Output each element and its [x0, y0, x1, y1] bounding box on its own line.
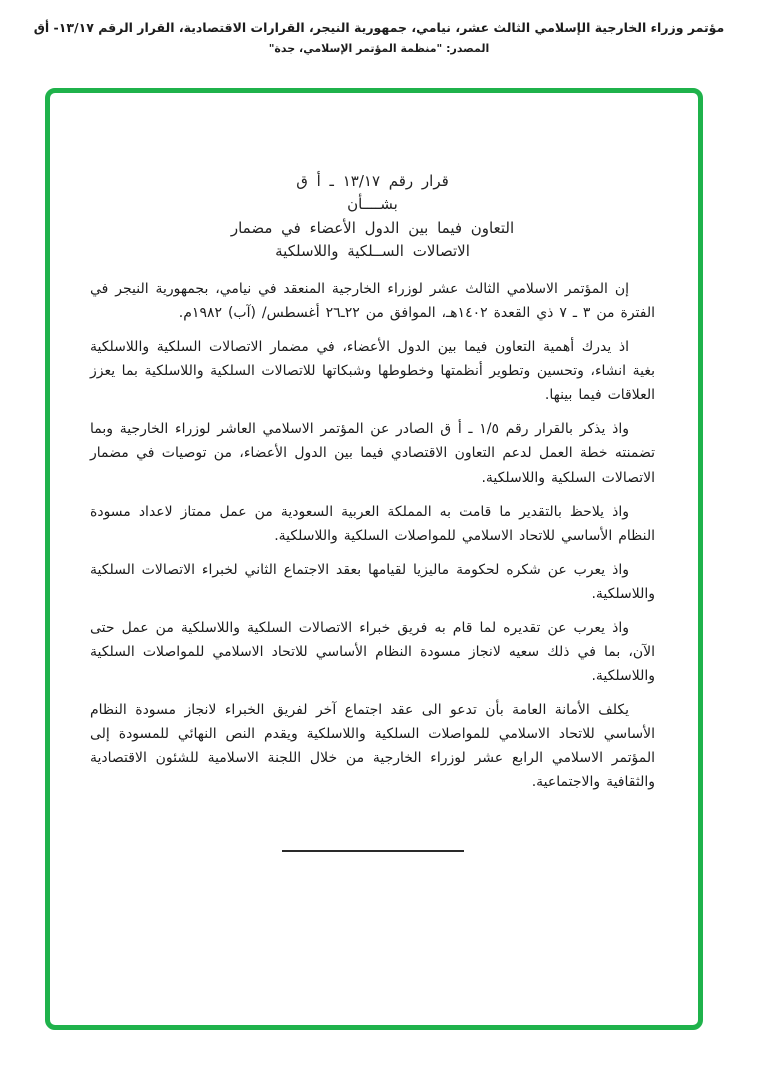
resolution-title-block: [90, 170, 655, 263]
resolution-subject-label: بشــــأن: [347, 195, 398, 214]
resolution-body: [90, 277, 655, 794]
document-paragraph: اذ يدرك أهمية التعاون فيما بين الدول الأعضاء، في مضمار الاتصالات السلكية واللاسلكية بغية انشاء، وتحسين وتطوير أنظمتها وخطوطها وشبكاتها للاتصالات السلكية واللاسلكية بما يعزز العلاقات فيما بينها.: [90, 339, 655, 404]
resolution-subject-line-2: الاتصالات الســلكية واللاسلكية: [275, 241, 470, 260]
resolution-number-line: قرار رقم ١٣/١٧ ـ أ ق: [296, 172, 449, 190]
document-paragraph: واذ يذكر بالقرار رقم ١/٥ ـ أ ق الصادر عن المؤتمر الاسلامي العاشر لوزراء الخارجية وبما تضمنته خطة العمل لدعم التعاون الاقتصادي فيما بين الدول الأعضاء، من توصيات في مضمار الاتصالات السلكية واللاسلكية.: [90, 421, 655, 486]
document-paragraph: يكلف الأمانة العامة بأن تدعو الى عقد اجتماع آخر لفريق الخبراء لانجاز مسودة النظام الأساسي للاتحاد الاسلامي للمواصلات السلكية واللاسلكية ويقدم النص النهائي للمسودة إلى المؤتمر الاسلامي الرابع عشر لوزراء الخارجية من خلال اللجنة الاسلامية للشئون الاقتصادية والثقافية والاجتماعية.: [90, 702, 655, 791]
document-paragraph: إن المؤتمر الاسلامي الثالث عشر لوزراء الخارجية المنعقد في نيامي، بجمهورية النيجر في الفترة من ٣ ـ ٧ ذي القعدة ١٤٠٢هـ، الموافق من ٢٢ـ٢٦ أغسطس/ (آب) ١٩٨٢م.: [90, 281, 655, 322]
document-paragraph: واذ يعرب عن تقديره لما قام به فريق خبراء الاتصالات السلكية واللاسلكية من عمل حتى الآن، بما في ذلك سعيه لانجاز مسودة النظام الأساسي للاتحاد الاسلامي للمواصلات السلكية واللاسلكية.: [90, 619, 655, 685]
resolution-subject-line-1: التعاون فيما بين الدول الأعضاء في مضمار: [230, 218, 515, 237]
green-frame: [45, 88, 703, 1030]
document-header: [0, 20, 758, 55]
header-source-line: المصدر: "منظمة المؤتمر الإسلامي، جدة": [268, 42, 490, 55]
document-paragraph: واذ يلاحظ بالتقدير ما قامت به المملكة العربية السعودية من عمل ممتاز لاعداد مسودة النظام الأساسي للاتحاد الاسلامي للمواصلات السلكية واللاسلكية.: [90, 503, 655, 544]
header-citation-line: مؤتمر وزراء الخارجية الإسلامي الثالث عشر، نيامي، جمهورية النيجر، القرارات الاقتصادية، القرار الرقم ١٣/١٧- أق: [33, 20, 725, 35]
footer-divider: [282, 850, 464, 852]
document-paragraph: واذ يعرب عن شكره لحكومة ماليزيا لقيامها بعقد الاجتماع الثاني لخبراء الاتصالات السلكية واللاسلكية.: [90, 561, 655, 602]
